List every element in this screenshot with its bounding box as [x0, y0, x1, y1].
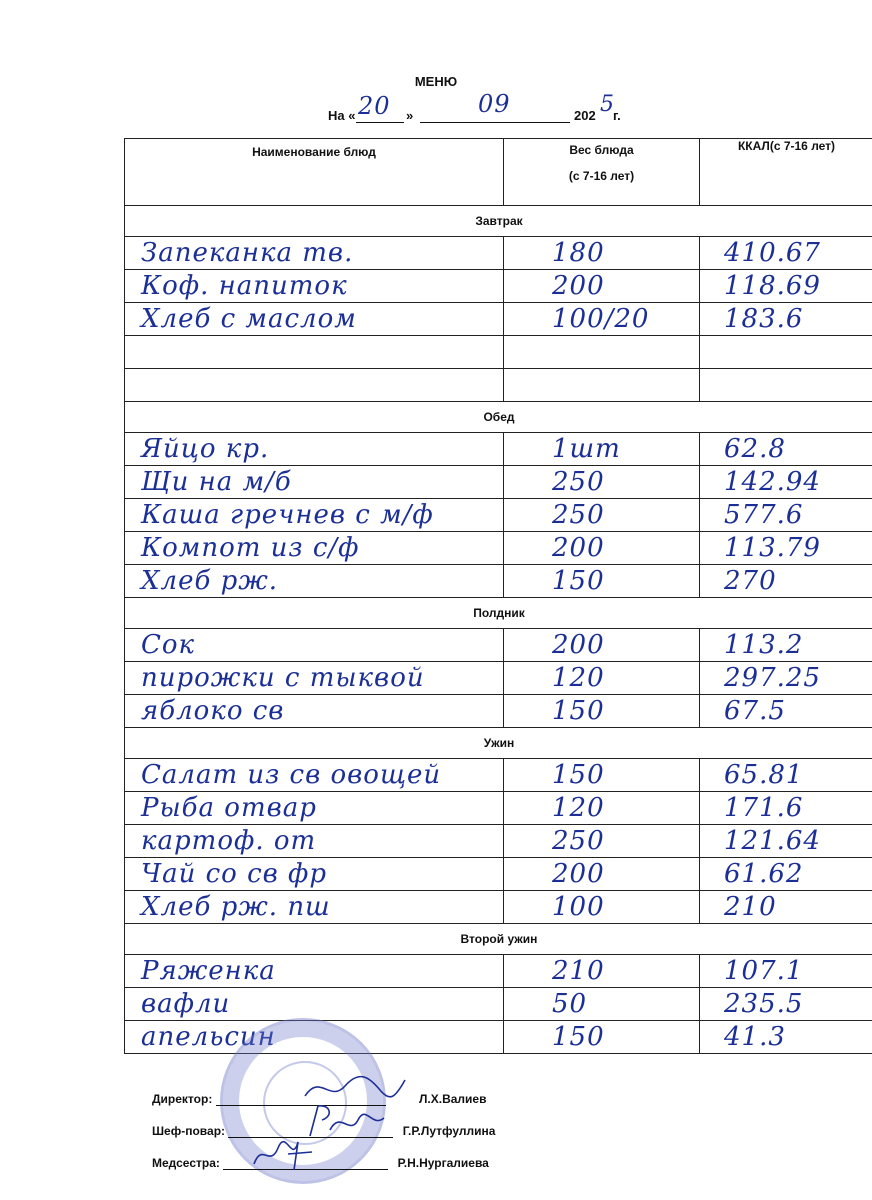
day-underline: [356, 122, 404, 123]
handwritten-name: яблоко св: [141, 696, 285, 726]
handwritten-weight: 200: [552, 271, 605, 301]
dish-weight-cell: [504, 532, 700, 565]
column-header-name: Наименование блюд: [125, 139, 504, 206]
handwritten-kcal: 113.79: [724, 533, 821, 563]
dish-weight-cell: [504, 662, 700, 695]
dish-name-cell: [125, 499, 504, 532]
dish-weight-cell: [504, 858, 700, 891]
dish-kcal-cell: [700, 303, 872, 336]
dish-weight-cell: [504, 825, 700, 858]
handwritten-name: апельсин: [141, 1022, 276, 1052]
dish-name-cell: [125, 369, 504, 402]
table-row: [125, 988, 872, 1021]
table-row: [125, 792, 872, 825]
handwritten-name: Сок: [141, 630, 196, 660]
section-header-row: [125, 728, 872, 759]
section-title: Обед: [125, 402, 872, 433]
handwritten-name: Коф. напиток: [141, 271, 348, 301]
dish-kcal-cell: [700, 825, 872, 858]
dish-kcal-cell: [700, 858, 872, 891]
dish-weight-cell: [504, 499, 700, 532]
date-prefix: На «: [328, 108, 356, 123]
handwritten-weight: 150: [552, 566, 605, 596]
table-row: [125, 759, 872, 792]
column-header-weight-label: Вес блюда: [569, 143, 634, 157]
director-name: Л.Х.Валиев: [419, 1092, 487, 1106]
handwritten-name: Салат из св овощей: [141, 760, 442, 790]
table-row: [125, 565, 872, 598]
nurse-signature: [248, 1134, 318, 1174]
table-row: [125, 303, 872, 336]
handwritten-weight: 1шт: [552, 434, 621, 464]
handwritten-kcal: 118.69: [724, 271, 821, 301]
handwritten-kcal: 235.5: [724, 989, 804, 1019]
handwritten-weight: 50: [552, 989, 588, 1019]
table-row: [125, 336, 872, 369]
signature-nurse: [152, 1156, 489, 1170]
table-row: [125, 629, 872, 662]
menu-title: МЕНЮ: [414, 74, 458, 89]
director-label: Директор:: [152, 1092, 213, 1106]
dish-weight-cell: [504, 303, 700, 336]
handwritten-kcal: 183.6: [724, 304, 804, 334]
dish-weight-cell: [504, 695, 700, 728]
nurse-label: Медсестра:: [152, 1156, 220, 1170]
dish-name-cell: [125, 759, 504, 792]
dish-weight-cell: [504, 792, 700, 825]
dish-kcal-cell: [700, 988, 872, 1021]
dish-name-cell: [125, 662, 504, 695]
handwritten-weight: 200: [552, 533, 605, 563]
handwritten-kcal: 41.3: [724, 1022, 786, 1052]
handwritten-name: Щи на м/б: [141, 467, 292, 497]
dish-name-cell: [125, 237, 504, 270]
section-title: Второй ужин: [125, 924, 872, 955]
dish-weight-cell: [504, 433, 700, 466]
date-suffix: г.: [613, 108, 621, 123]
dish-kcal-cell: [700, 792, 872, 825]
dish-name-cell: [125, 695, 504, 728]
dish-kcal-cell: [700, 499, 872, 532]
dish-weight-cell: [504, 237, 700, 270]
dish-name-cell: [125, 825, 504, 858]
dish-kcal-cell: [700, 336, 872, 369]
dish-kcal-cell: [700, 891, 872, 924]
dish-weight-cell: [504, 955, 700, 988]
dish-kcal-cell: [700, 1021, 872, 1054]
dish-weight-cell: [504, 270, 700, 303]
dish-weight-cell: [504, 891, 700, 924]
handwritten-weight: 250: [552, 826, 605, 856]
handwritten-name: Каша гречнев с м/ф: [141, 500, 434, 530]
handwritten-weight: 250: [552, 467, 605, 497]
handwritten-kcal: 113.2: [724, 630, 804, 660]
handwritten-weight: 150: [552, 760, 605, 790]
table-row: [125, 662, 872, 695]
dish-name-cell: [125, 433, 504, 466]
table-row: [125, 858, 872, 891]
dish-weight-cell: [504, 629, 700, 662]
handwritten-name: Компот из с/ф: [141, 533, 360, 563]
handwritten-name: Рыба отвар: [141, 793, 317, 823]
handwritten-name: Чай со св фр: [141, 859, 328, 889]
dish-kcal-cell: [700, 662, 872, 695]
dish-kcal-cell: [700, 955, 872, 988]
dish-kcal-cell: [700, 565, 872, 598]
table-row: [125, 825, 872, 858]
dish-weight-cell: [504, 988, 700, 1021]
dish-kcal-cell: [700, 629, 872, 662]
handwritten-weight: 100: [552, 892, 605, 922]
section-title: Ужин: [125, 728, 872, 759]
dish-kcal-cell: [700, 270, 872, 303]
chef-label: Шеф-повар:: [152, 1124, 226, 1138]
table-row: [125, 466, 872, 499]
section-header-row: [125, 924, 872, 955]
handwritten-kcal: 210: [724, 892, 777, 922]
table-row: [125, 1021, 872, 1054]
date-year-prefix: 202: [574, 108, 596, 123]
dish-weight-cell: [504, 466, 700, 499]
dish-name-cell: [125, 858, 504, 891]
table-row: [125, 532, 872, 565]
handwritten-weight: 150: [552, 1022, 605, 1052]
chef-name: Г.Р.Лутфуллина: [402, 1124, 496, 1138]
table-row: [125, 270, 872, 303]
dish-name-cell: [125, 988, 504, 1021]
dish-weight-cell: [504, 759, 700, 792]
section-title: Полдник: [125, 598, 872, 629]
table-header-row: [125, 139, 872, 206]
table-row: [125, 955, 872, 988]
section-header-row: [125, 206, 872, 237]
handwritten-kcal: 410.67: [724, 238, 821, 268]
handwritten-name: вафли: [141, 989, 231, 1019]
table-row: [125, 695, 872, 728]
handwritten-name: Ряженка: [141, 956, 276, 986]
column-header-kcal: ККАЛ(с 7-16 лет): [700, 139, 872, 206]
section-header-row: [125, 402, 872, 433]
handwritten-kcal: 270: [724, 566, 777, 596]
dish-weight-cell: [504, 1021, 700, 1054]
handwritten-kcal: 61.62: [724, 859, 804, 889]
table-row: [125, 499, 872, 532]
dish-kcal-cell: [700, 369, 872, 402]
dish-name-cell: [125, 303, 504, 336]
handwritten-weight: 200: [552, 859, 605, 889]
table-row: [125, 369, 872, 402]
section-header-row: [125, 598, 872, 629]
dish-weight-cell: [504, 369, 700, 402]
dish-kcal-cell: [700, 433, 872, 466]
handwritten-weight: 250: [552, 500, 605, 530]
dish-name-cell: [125, 270, 504, 303]
dish-name-cell: [125, 336, 504, 369]
handwritten-name: Хлеб рж. пш: [141, 892, 331, 922]
dish-name-cell: [125, 792, 504, 825]
dish-kcal-cell: [700, 532, 872, 565]
handwritten-kcal: 65.81: [724, 760, 804, 790]
table-row: [125, 891, 872, 924]
handwritten-weight: 180: [552, 238, 605, 268]
dish-name-cell: [125, 466, 504, 499]
handwritten-kcal: 62.8: [724, 434, 786, 464]
handwritten-weight: 150: [552, 696, 605, 726]
table-row: [125, 237, 872, 270]
date-mid: »: [406, 108, 414, 123]
handwritten-name: картоф. от: [141, 826, 317, 856]
dish-weight-cell: [504, 565, 700, 598]
handwritten-name: Запеканка тв.: [141, 238, 354, 268]
dish-name-cell: [125, 629, 504, 662]
date-day: 20: [358, 92, 391, 120]
dish-kcal-cell: [700, 237, 872, 270]
handwritten-weight: 120: [552, 663, 605, 693]
dish-name-cell: [125, 955, 504, 988]
section-title: Завтрак: [125, 206, 872, 237]
date-line: [328, 90, 748, 123]
month-underline: [420, 122, 570, 123]
handwritten-kcal: 121.64: [724, 826, 821, 856]
dish-kcal-cell: [700, 695, 872, 728]
dish-name-cell: [125, 565, 504, 598]
table-row: [125, 433, 872, 466]
column-header-weight-sub: (с 7-16 лет): [568, 169, 635, 183]
handwritten-weight: 200: [552, 630, 605, 660]
dish-kcal-cell: [700, 759, 872, 792]
date-month: 09: [478, 90, 511, 118]
handwritten-kcal: 107.1: [724, 956, 804, 986]
handwritten-kcal: 67.5: [724, 696, 786, 726]
date-year-digit: 5: [600, 92, 615, 117]
handwritten-kcal: 171.6: [724, 793, 804, 823]
handwritten-name: пирожки с тыквой: [141, 663, 425, 693]
handwritten-name: Хлеб с маслом: [141, 304, 357, 334]
handwritten-name: Хлеб рж.: [141, 566, 279, 596]
handwritten-weight: 210: [552, 956, 605, 986]
handwritten-name: Яйцо кр.: [141, 434, 270, 464]
dish-name-cell: [125, 891, 504, 924]
handwritten-kcal: 297.25: [724, 663, 821, 693]
handwritten-weight: 120: [552, 793, 605, 823]
dish-kcal-cell: [700, 466, 872, 499]
handwritten-weight: 100/20: [552, 304, 650, 334]
dish-weight-cell: [504, 336, 700, 369]
handwritten-kcal: 577.6: [724, 500, 804, 530]
menu-table: [124, 138, 872, 1054]
nurse-name: Р.Н.Нургалиева: [397, 1156, 489, 1170]
dish-name-cell: [125, 532, 504, 565]
handwritten-kcal: 142.94: [724, 467, 821, 497]
column-header-weight: [504, 139, 700, 206]
